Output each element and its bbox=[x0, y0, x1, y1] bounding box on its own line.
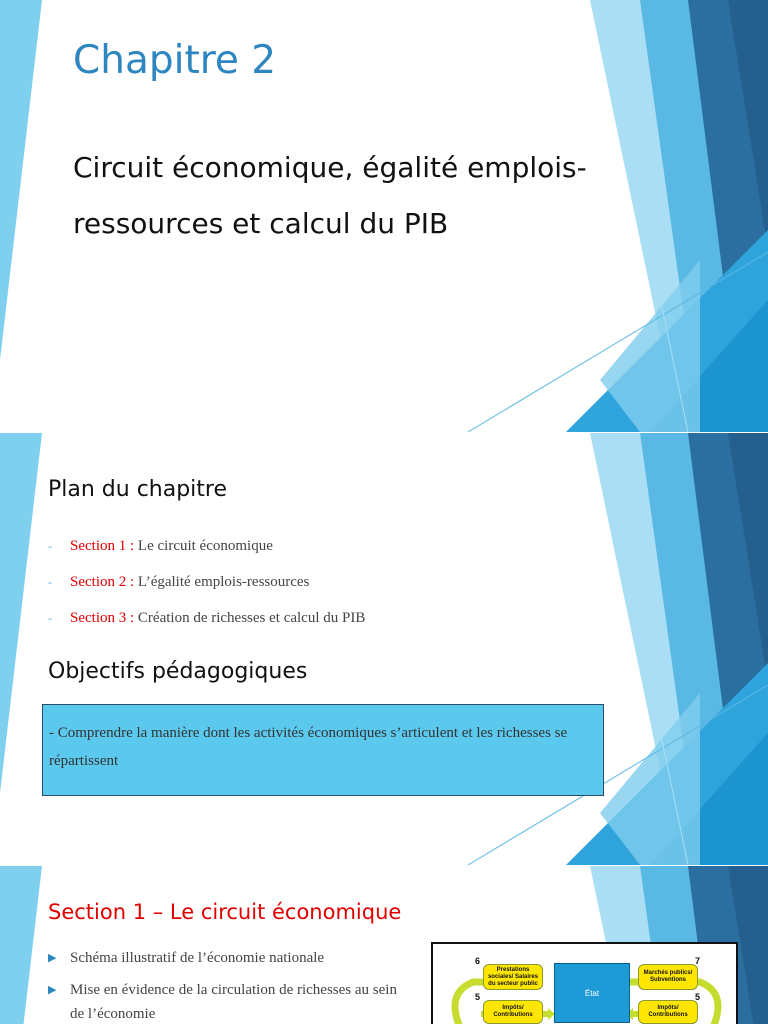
slide-plan bbox=[0, 433, 768, 865]
bullet-item-2 bbox=[48, 978, 408, 1024]
dash-bullet: - bbox=[48, 611, 52, 625]
flow-number: 5 bbox=[695, 992, 701, 1002]
bullet-item-1 bbox=[48, 946, 408, 970]
plan-item-2 bbox=[48, 568, 365, 604]
objectives-box bbox=[42, 704, 604, 796]
triangle-bullet-icon: ▶ bbox=[48, 984, 57, 996]
plan-item-text: L’égalité emplois-ressources bbox=[134, 574, 310, 590]
social-benefits-box: Prestations sociales/ Salaires du secteur public bbox=[483, 964, 543, 990]
plan-item-text: Le circuit économique bbox=[134, 538, 273, 554]
plan-item-section: Section 2 : bbox=[70, 574, 135, 590]
dash-bullet: - bbox=[48, 575, 52, 589]
flow-number: 6 bbox=[475, 956, 481, 966]
flow-number: 7 bbox=[695, 956, 701, 966]
public-markets-box: Marchés publics/ Subventions bbox=[638, 964, 698, 990]
plan-list bbox=[48, 532, 365, 640]
bullet-text: Mise en évidence de la circulation de richesses au sein de l’économie bbox=[70, 982, 397, 1022]
taxes-box-right: Impôts/ Contributions bbox=[638, 1000, 698, 1024]
section-title: Section 1 – Le circuit économique bbox=[48, 900, 402, 924]
taxes-box-left: Impôts/ Contributions bbox=[483, 1000, 543, 1024]
plan-item-3 bbox=[48, 604, 365, 640]
section-bullets bbox=[48, 946, 408, 1024]
dash-bullet: - bbox=[48, 539, 52, 553]
objectives-text: - Comprendre la manière dont les activités économiques s’articulent et les richesses se répartissent bbox=[49, 725, 568, 769]
objectives-heading: Objectifs pédagogiques bbox=[48, 659, 308, 684]
plan-item-section: Section 3 : bbox=[70, 610, 135, 626]
plan-item-text: Création de richesses et calcul du PIB bbox=[134, 610, 366, 626]
bullet-text: Schéma illustratif de l’économie nationale bbox=[70, 950, 325, 966]
plan-heading: Plan du chapitre bbox=[48, 477, 228, 502]
economic-circuit-diagram bbox=[431, 942, 738, 1024]
flow-number: 5 bbox=[475, 992, 481, 1002]
triangle-bullet-icon: ▶ bbox=[48, 952, 57, 964]
slide-section-1 bbox=[0, 866, 768, 1024]
state-box: État bbox=[554, 963, 630, 1023]
plan-item-1 bbox=[48, 532, 365, 568]
chapter-title: Chapitre 2 bbox=[73, 38, 277, 83]
plan-item-section: Section 1 : bbox=[70, 538, 135, 554]
slide-title bbox=[0, 0, 768, 432]
chapter-subtitle: Circuit économique, égalité emplois-ressources et calcul du PIB bbox=[73, 151, 587, 240]
